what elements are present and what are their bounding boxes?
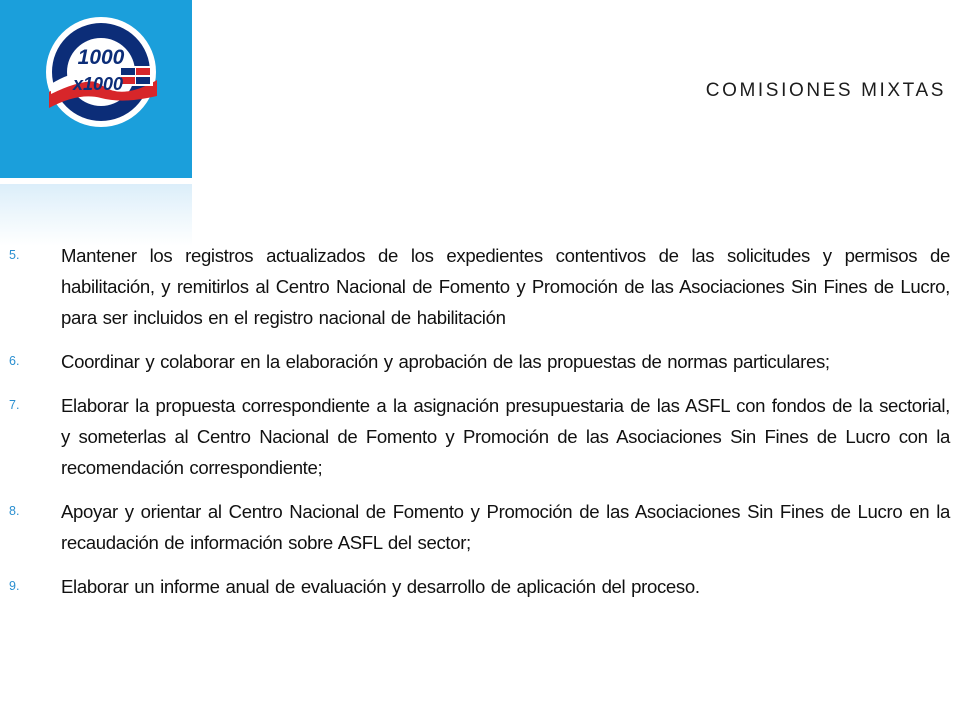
item-text: Mantener los registros actualizados de los expedientes contentivos de las solicitudes y permisos de habilitación, y remitirlos al Centro Nacional de Fomento y Promoción de las Asociaciones Sin Fines de Lucro, para ser incluidos en el registro nacional de habilitación: [61, 245, 950, 328]
item-text: Elaborar la propuesta correspondiente a la asignación presupuestaria de las ASFL con fondos de la sectorial, y someterlas al Centro Nacional de Fomento y Promoción de las Asociaciones Sin Fines de Lucro con la recomendación correspondiente;: [61, 395, 950, 478]
logo-fade: [0, 184, 192, 246]
list-item: [9, 571, 950, 602]
list-item: [9, 240, 950, 333]
logo-number-top: 1000: [77, 46, 125, 69]
item-text: Elaborar un informe anual de evaluación y desarrollo de aplicación del proceso.: [61, 576, 700, 597]
list-item: [9, 496, 950, 558]
government-logo: [43, 14, 159, 130]
functions-list: [9, 240, 950, 615]
item-number: 7.: [9, 398, 20, 412]
logo-number-bottom: x1000: [72, 74, 124, 94]
list-item: [9, 390, 950, 483]
logo-panel: [0, 0, 192, 178]
item-number: 9.: [9, 579, 20, 593]
item-number: 8.: [9, 504, 20, 518]
item-text: Apoyar y orientar al Centro Nacional de Fomento y Promoción de las Asociaciones Sin Fines de Lucro en la recaudación de información sobre ASFL del sector;: [61, 501, 950, 553]
list-item: [9, 346, 950, 377]
slide-title: COMISIONES MIXTAS: [705, 80, 946, 101]
item-number: 6.: [9, 354, 20, 368]
item-number: 5.: [9, 248, 20, 262]
item-text: Coordinar y colaborar en la elaboración y aprobación de las propuestas de normas particulares;: [61, 351, 830, 372]
